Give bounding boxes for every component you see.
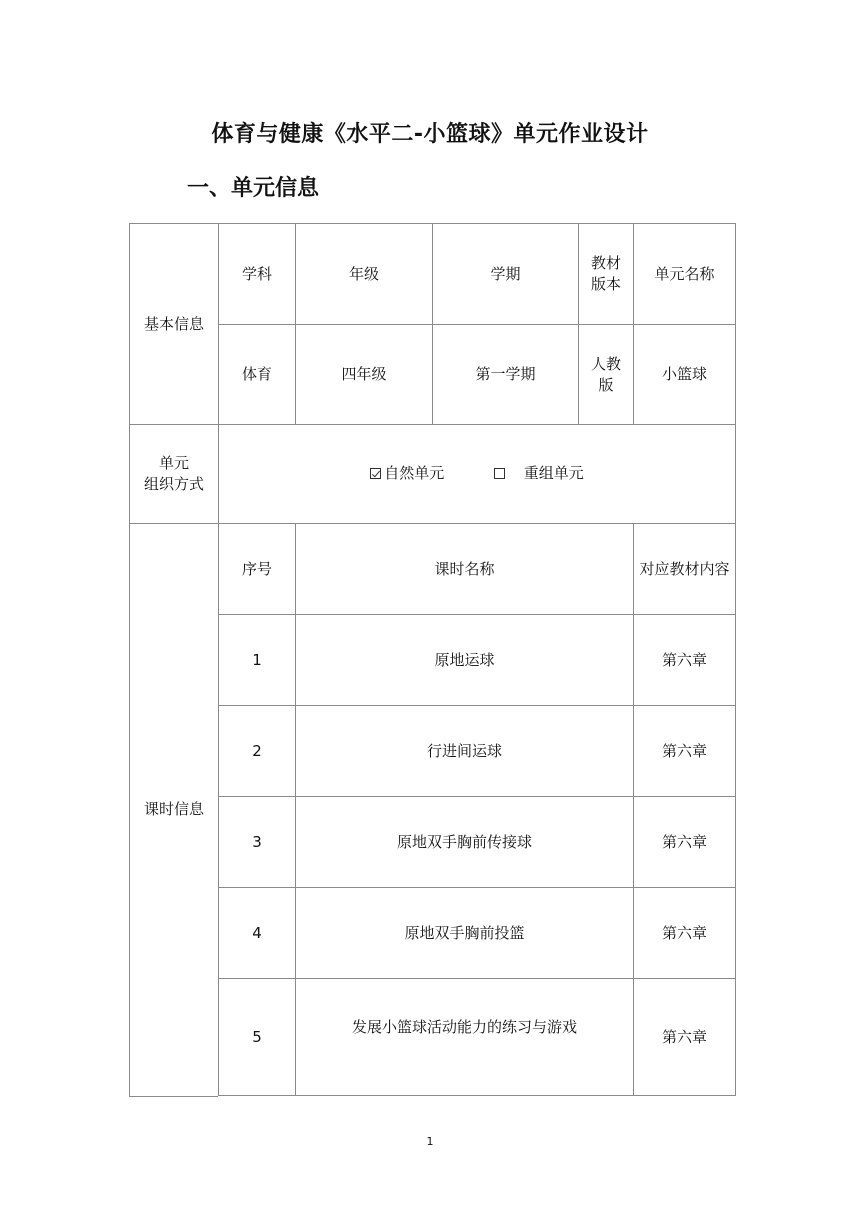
organization-options	[219, 425, 736, 524]
regrouped-unit-label: 重组单元	[523, 464, 584, 482]
lesson-name-cell	[296, 979, 634, 1096]
natural-unit-label: 自然单元	[384, 464, 445, 482]
lesson-content: 第六章	[634, 888, 736, 979]
lesson-content: 第六章	[634, 979, 736, 1096]
lesson-number: 3	[219, 797, 296, 888]
lesson-content: 第六章	[634, 615, 736, 706]
lesson-number: 5	[219, 979, 296, 1096]
organization-label	[130, 425, 219, 524]
header-textbook-content: 对应教材内容	[634, 524, 736, 615]
value-grade: 四年级	[296, 325, 433, 425]
lesson-content: 第六章	[634, 706, 736, 797]
table-row	[130, 706, 736, 797]
value-unit-name: 小篮球	[634, 325, 736, 425]
section-heading-unit-info: 一、单元信息	[187, 176, 320, 201]
page-number: 1	[426, 1135, 434, 1148]
lesson-number: 2	[219, 706, 296, 797]
value-textbook-edition-text: 人教 版	[590, 354, 621, 394]
lesson-name: 行进间运球	[296, 706, 634, 797]
lessons-header-row	[130, 524, 736, 615]
table-row	[130, 979, 736, 1096]
lesson-name: 原地运球	[296, 615, 634, 706]
lessons-label: 课时信息	[130, 524, 219, 1096]
table-row	[130, 888, 736, 979]
lesson-content: 第六章	[634, 797, 736, 888]
organization-label-text: 单元 组织方式	[143, 454, 204, 493]
value-textbook-edition	[579, 325, 634, 425]
header-grade: 年级	[296, 224, 433, 325]
basic-info-label: 基本信息	[130, 224, 219, 425]
header-sequence: 序号	[219, 524, 296, 615]
lesson-name: 发展小篮球活动能力的练习与游戏	[351, 1018, 577, 1036]
lesson-name: 原地双手胸前传接球	[296, 797, 634, 888]
basic-info-header-row	[130, 224, 736, 325]
document-title: 体育与健康《水平二-小篮球》单元作业设计	[211, 122, 649, 147]
header-subject: 学科	[219, 224, 296, 325]
checked-box-icon[interactable]	[370, 468, 381, 479]
header-textbook-edition-text: 教材 版本	[590, 254, 621, 293]
regrouped-unit-option[interactable]	[494, 463, 584, 484]
value-semester: 第一学期	[433, 325, 579, 425]
lesson-number: 4	[219, 888, 296, 979]
organization-row	[130, 425, 736, 524]
unchecked-box-icon[interactable]	[494, 468, 505, 479]
basic-info-value-row	[130, 325, 736, 425]
value-subject: 体育	[219, 325, 296, 425]
header-semester: 学期	[433, 224, 579, 325]
table-bottom-rule	[129, 1096, 218, 1097]
table-row	[130, 797, 736, 888]
table-row	[130, 615, 736, 706]
lesson-number: 1	[219, 615, 296, 706]
header-textbook-edition	[579, 224, 634, 325]
header-lesson-name: 课时名称	[296, 524, 634, 615]
lesson-name: 原地双手胸前投篮	[296, 888, 634, 979]
natural-unit-option[interactable]	[370, 463, 444, 484]
header-unit-name: 单元名称	[634, 224, 736, 325]
unit-info-table	[129, 223, 736, 1096]
